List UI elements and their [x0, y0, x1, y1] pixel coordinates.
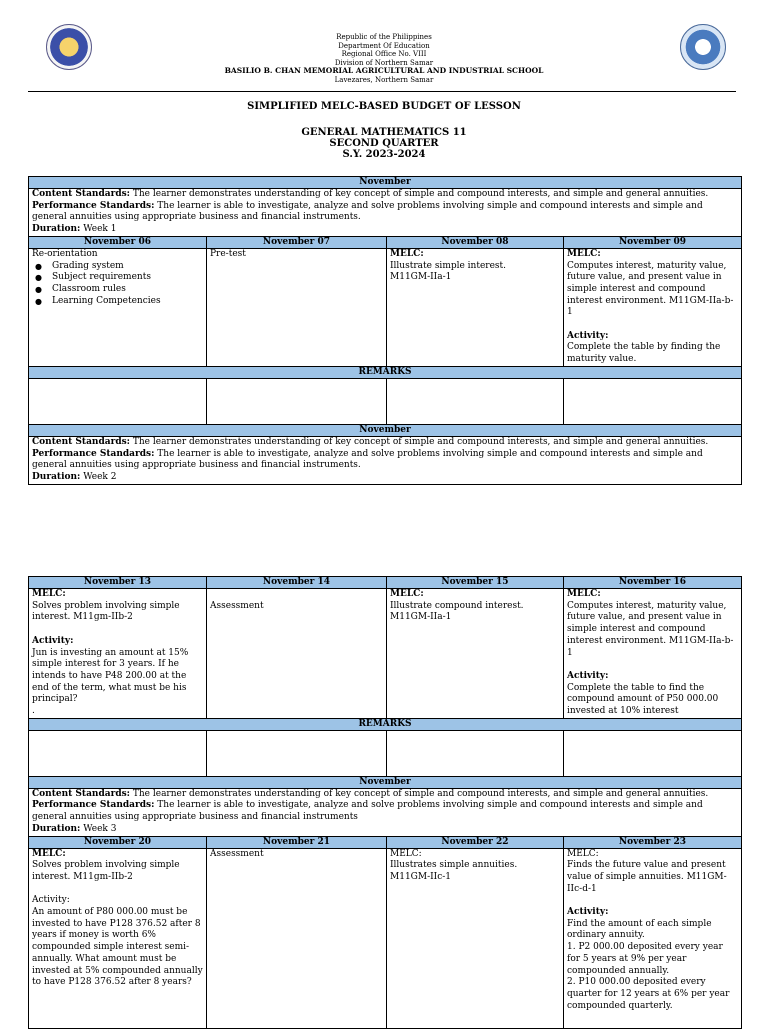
activity-text: Find the amount of each simple ordinary annuity. [567, 918, 712, 941]
performance-standards-text: The learner is able to investigate, analyze and solve problems involving simple and compound interests and simple and general annuities using appropriate business and financial instruments [32, 800, 703, 823]
melc-text: Illustrate simple interest. [390, 260, 507, 271]
day-text: Pre-test [210, 248, 246, 259]
performance-standards-text: The learner is able to investigate, analyze and solve problems involving simple and compound interests and simple and general annuities using appropriate business and financial instruments. [32, 448, 703, 471]
content-standards-text: The learner demonstrates understanding of key concept of simple and compound interests, and simple and general annuities. [130, 189, 709, 199]
melc-label: MELC: [32, 589, 66, 599]
document-title: SIMPLIFIED MELC-BASED BUDGET OF LESSON [247, 101, 521, 112]
remarks-header: REMARKS [29, 718, 742, 730]
duration-value: Week 1 [80, 224, 117, 235]
remarks-cell [387, 730, 564, 776]
activity-label: Activity: [32, 895, 70, 906]
orientation-list [32, 261, 203, 308]
melc-label: MELC: [567, 589, 601, 599]
day-cell [207, 589, 387, 719]
remarks-cell [207, 730, 387, 776]
month-header: November [29, 776, 742, 788]
quarter-title: SECOND QUARTER [329, 138, 439, 149]
day-text: Assessment [210, 600, 264, 611]
melc-text: Solves problem involving simple interest. M11gm-IIb-2 [32, 600, 180, 623]
activity-text: Complete the table by finding the maturity value. [567, 342, 721, 365]
day-cell [387, 589, 564, 719]
school-year: S.Y. 2023-2024 [342, 149, 426, 160]
melc-text: Computes interest, maturity value, future value, and present value in simple interest and compound interest environment. M11GM-IIa-b-1 [567, 600, 734, 658]
melc-label: MELC: [390, 848, 422, 859]
day-header: November 20 [29, 836, 207, 848]
duration-value: Week 3 [80, 823, 117, 834]
activity-label: Activity: [32, 635, 74, 646]
melc-text: Solves problem involving simple interest. M11gm-IIb-2 [32, 860, 180, 882]
content-standards-text: The learner demonstrates understanding of key concept of simple and compound interests, and simple and general annuities. [130, 788, 709, 799]
melc-text: Finds the future value and present value of simple annuities. M11GM-IIc-d-1 [567, 860, 727, 894]
performance-standards-label: Performance Standards: [32, 800, 155, 811]
day-header: November 14 [207, 577, 387, 589]
day-text: Assessment [210, 848, 264, 859]
day-header: November 09 [564, 236, 742, 248]
activity-text: Complete the table to find the compound amount of P50 000.00 invested at 10% interest [567, 682, 719, 717]
trailing-mark: . [32, 706, 35, 717]
activity-label: Activity: [567, 907, 609, 918]
performance-standards-text: The learner is able to investigate, analyze and solve problems involving simple and compound interests and simple and general annuities using appropriate business and financial instruments. [32, 200, 703, 223]
melc-text: Computes interest, maturity value, future value, and present value in simple interest and compound interest environment. M11GM-IIa-b-1 [567, 260, 734, 318]
remarks-cell [387, 378, 564, 424]
month-header: November [29, 177, 742, 189]
melc-label: MELC: [390, 589, 424, 599]
remarks-header: REMARKS [29, 366, 742, 378]
performance-standards-label: Performance Standards: [32, 448, 155, 459]
melc-label: MELC: [567, 248, 601, 259]
day-cell [564, 848, 742, 1028]
activity-item: 2. P10 000.00 deposited every quarter for 12 years at 6% per year compounded quarterly. [567, 977, 730, 1011]
content-standards-label: Content Standards: [32, 436, 131, 447]
melc-text: Illustrate compound interest. [390, 600, 524, 611]
day-cell [207, 848, 387, 1028]
header-divider [28, 91, 736, 92]
melc-text: Illustrates simple annuities. [390, 860, 518, 871]
melc-label: MELC: [32, 848, 66, 859]
activity-item: 1. P2 000.00 deposited every year for 5 years at 9% per year compounded annually. [567, 942, 723, 976]
day-cell [29, 589, 207, 719]
remarks-cell [564, 730, 742, 776]
standards-cell [29, 788, 742, 836]
content-standards-label: Content Standards: [32, 189, 131, 199]
remarks-cell [29, 730, 207, 776]
school-name: BASILIO B. CHAN MEMORIAL AGRICULTURAL AND INDUSTRIAL SCHOOL [224, 66, 544, 75]
standards-cell [29, 189, 742, 237]
day-header: November 13 [29, 577, 207, 589]
day-cell [207, 248, 387, 366]
standards-cell [29, 436, 742, 484]
day-cell [387, 248, 564, 366]
letterhead-line: Department Of Education [338, 41, 430, 50]
content-standards-text: The learner demonstrates understanding of key concept of simple and compound interests, and simple and general annuities. [130, 436, 709, 447]
school-location: Lavezares, Northern Samar [334, 75, 434, 84]
month-header: November [29, 424, 742, 436]
day-cell [29, 848, 207, 1028]
melc-code: M11GM-IIc-1 [390, 871, 452, 882]
duration-label: Duration: [32, 224, 81, 235]
day-header: November 16 [564, 577, 742, 589]
day-header: November 06 [29, 236, 207, 248]
list-item: ● Subject requirements [52, 272, 203, 284]
activity-label: Activity: [567, 330, 609, 341]
day-cell [564, 589, 742, 719]
duration-label: Duration: [32, 823, 81, 834]
duration-value: Week 2 [80, 471, 117, 482]
performance-standards-label: Performance Standards: [32, 200, 155, 211]
activity-label: Activity: [567, 670, 609, 681]
melc-label: MELC: [390, 248, 424, 259]
letterhead-line: Division of Northern Samar [334, 58, 434, 67]
day-cell [564, 248, 742, 366]
lesson-table-week1 [28, 176, 742, 485]
activity-text: An amount of P80 000.00 must be invested to have P128 376.52 after 8 years if money is worth 6% compounded simple interest semi-annually. What amount must be invested at 5% compounded annually to have P128 376.52 after 8 years? [32, 907, 203, 988]
day-header: November 07 [207, 236, 387, 248]
lesson-table-week2 [28, 576, 742, 1029]
remarks-cell [29, 378, 207, 424]
melc-code: M11GM-IIa-1 [390, 612, 452, 623]
remarks-cell [207, 378, 387, 424]
subject-block [0, 127, 768, 160]
melc-code: M11GM-IIa-1 [390, 272, 452, 283]
day-header: November 15 [387, 577, 564, 589]
content-standards-label: Content Standards: [32, 788, 131, 799]
day-cell [29, 248, 207, 366]
duration-label: Duration: [32, 471, 81, 482]
list-item: ● Classroom rules [52, 284, 203, 296]
day-header: November 22 [387, 836, 564, 848]
list-item: ● Grading system [52, 261, 203, 273]
day-header: November 08 [387, 236, 564, 248]
list-item: ● Learning Competencies [52, 296, 203, 308]
day-cell [387, 848, 564, 1028]
letterhead [0, 33, 768, 84]
subject-title: GENERAL MATHEMATICS 11 [301, 127, 467, 138]
remarks-cell [564, 378, 742, 424]
letterhead-line: Republic of the Philippines [336, 33, 432, 41]
letterhead-line: Regional Office No. VIII [341, 50, 427, 58]
melc-label: MELC: [567, 848, 599, 859]
day-header: November 21 [207, 836, 387, 848]
activity-text: Jun is investing an amount at 15% simple interest for 3 years. If he intends to have P48 200.00 at the end of the term, what must be his principal? [32, 647, 189, 705]
day-header: November 23 [564, 836, 742, 848]
day-intro: Re-orientation [32, 248, 98, 259]
